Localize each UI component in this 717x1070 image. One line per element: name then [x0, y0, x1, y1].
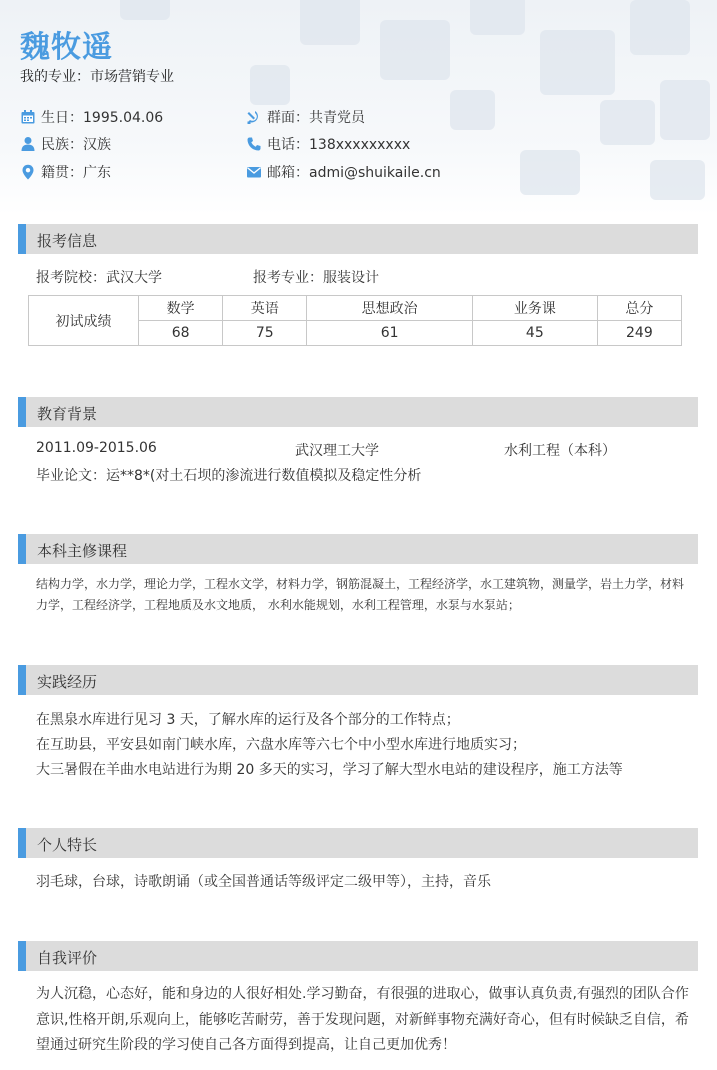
- score-politics: 61: [307, 321, 473, 346]
- phone-item: [246, 134, 410, 154]
- candidate-name: 魏牧遥: [20, 30, 113, 65]
- exam-major: 报考专业：服装设计: [253, 270, 379, 286]
- section-accent-bar: [18, 828, 26, 858]
- practice-item: 在互助县，平安县如南门峡水库，六盘水库等六七个中小型水库进行地质实习；: [36, 737, 526, 753]
- section-header-skills: [18, 828, 698, 858]
- score-header-politics: 思想政治: [307, 296, 473, 321]
- section-header-exam: [18, 224, 698, 254]
- section-title: 报考信息: [37, 232, 98, 250]
- score-english: 75: [223, 321, 307, 346]
- section-header-self-evaluation: [18, 941, 698, 971]
- education-degree: 水利工程（本科）: [504, 443, 616, 459]
- section-accent-bar: [18, 534, 26, 564]
- hometown-text: 籍贯：广东: [41, 165, 111, 181]
- envelope-icon: [246, 164, 262, 180]
- score-header-english: 英语: [223, 296, 307, 321]
- phone-text: 电话：138xxxxxxxxx: [267, 137, 411, 153]
- education-thesis: 毕业论文：运**8*(对土石坝的渗流进行数值模拟及稳定性分析: [36, 468, 422, 484]
- birthday-item: [20, 107, 163, 127]
- self-evaluation-line: 望通过研究生阶段的学习使自己各方面得到提高，让自己更加优秀！: [36, 1037, 456, 1053]
- score-total: 249: [597, 321, 681, 346]
- political-status-item: [246, 107, 365, 127]
- ethnicity-item: [20, 134, 111, 154]
- political-status-text: 群面：共青党员: [267, 110, 365, 126]
- section-accent-bar: [18, 397, 26, 427]
- education-period: 2011.09-2015.06: [36, 440, 157, 456]
- scores-table: [28, 295, 682, 346]
- courses-line-2: 力学，工程经济学，工程地质及水文地质， 水利水能规划，水利工程管理，水泵与水泵站；: [36, 598, 520, 612]
- table-row: [29, 296, 682, 321]
- score-header-major-course: 业务课: [472, 296, 597, 321]
- phone-icon: [246, 136, 262, 152]
- email-text: 邮箱：admi@shuikaile.cn: [267, 165, 441, 181]
- location-pin-icon: [20, 164, 36, 180]
- courses-line-1: 结构力学，水力学，理论力学，工程水文学，材料力学，钢筋混凝土，工程经济学，水工建筑物，测量学，岩土力学，材料: [36, 577, 685, 591]
- section-title: 个人特长: [37, 836, 98, 854]
- section-title: 教育背景: [37, 405, 98, 423]
- score-header-math: 数学: [139, 296, 223, 321]
- self-evaluation-line: 为人沉稳，心态好，能和身边的人很好相处.学习勤奋，有很强的进取心，做事认真负责,有强烈的团队合作: [36, 986, 689, 1002]
- practice-item: 大三暑假在羊曲水电站进行为期 20 多天的实习，学习了解大型水电站的建设程序，施工方法等: [36, 762, 623, 778]
- section-accent-bar: [18, 941, 26, 971]
- practice-item: 在黑泉水库进行见习 3 天，了解水库的运行及各个部分的工作特点；: [36, 712, 460, 728]
- ethnicity-text: 民族：汉族: [41, 137, 111, 153]
- section-title: 自我评价: [37, 949, 98, 967]
- section-accent-bar: [18, 665, 26, 695]
- party-emblem-icon: [246, 109, 262, 125]
- exam-school: 报考院校：武汉大学: [36, 270, 162, 286]
- candidate-major: 我的专业：市场营销专业: [20, 69, 174, 85]
- scores-row-label: 初试成绩: [29, 296, 139, 346]
- education-school: 武汉理工大学: [295, 443, 379, 459]
- skills-text: 羽毛球，台球，诗歌朗诵（或全国普通话等级评定二级甲等），主持，音乐: [36, 874, 491, 890]
- section-accent-bar: [18, 224, 26, 254]
- section-header-practice: [18, 665, 698, 695]
- hometown-item: [20, 162, 111, 182]
- section-title: 实践经历: [37, 673, 98, 691]
- section-header-education: [18, 397, 698, 427]
- email-item: [246, 162, 441, 182]
- section-title: 本科主修课程: [37, 542, 128, 560]
- person-icon: [20, 136, 36, 152]
- calendar-icon: [20, 109, 36, 125]
- section-header-courses: [18, 534, 698, 564]
- score-math: 68: [139, 321, 223, 346]
- score-major-course: 45: [472, 321, 597, 346]
- score-header-total: 总分: [597, 296, 681, 321]
- self-evaluation-line: 意识,性格开朗,乐观向上，能够吃苦耐劳，善于发现问题，对新鲜事物充满好奇心，但有时候缺乏自信，希: [36, 1012, 689, 1028]
- birthday-text: 生日：1995.04.06: [41, 110, 164, 126]
